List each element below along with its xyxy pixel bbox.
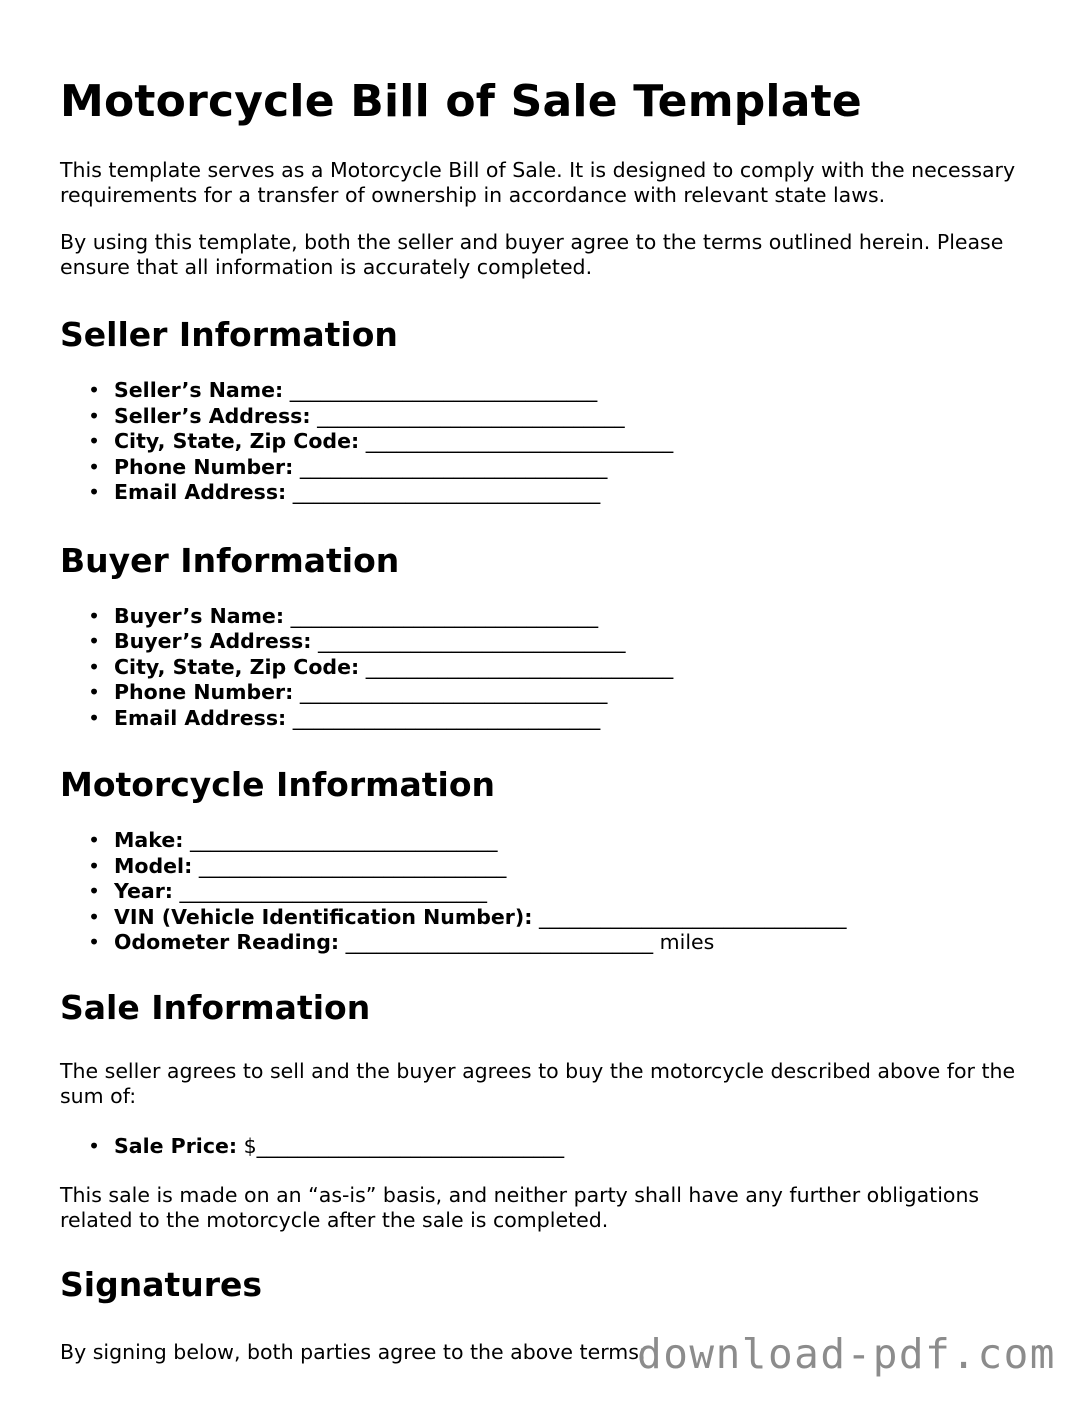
odometer-unit: miles bbox=[659, 930, 715, 954]
bullet: • bbox=[88, 879, 101, 903]
field-label: Buyer’s Address: bbox=[114, 629, 312, 653]
field-label: Make: bbox=[114, 828, 184, 852]
seller-name-field bbox=[88, 378, 1040, 404]
blank-line: ______________________________ bbox=[365, 654, 674, 679]
seller-phone-field bbox=[88, 455, 1040, 481]
bullet: • bbox=[88, 828, 101, 852]
bullet: • bbox=[88, 378, 101, 402]
model-field bbox=[88, 854, 1040, 880]
bullet: • bbox=[88, 480, 101, 504]
sale-price-field bbox=[88, 1134, 1040, 1160]
buyer-email-field bbox=[88, 706, 1040, 732]
sale-intro-paragraph: The seller agrees to sell and the buyer agrees to buy the motorcycle described above for the sum of: bbox=[60, 1058, 1016, 1108]
blank-line: ______________________________ bbox=[299, 454, 608, 479]
buyer-name-field bbox=[88, 604, 1040, 630]
odometer-field bbox=[88, 930, 1040, 956]
page-title: Motorcycle Bill of Sale Template bbox=[60, 76, 862, 127]
document-page bbox=[60, 0, 1040, 1365]
buyer-address-field bbox=[88, 629, 1040, 655]
field-label: Sale Price: bbox=[114, 1133, 238, 1158]
bullet: • bbox=[88, 1133, 101, 1158]
blank-line: ______________________________ bbox=[189, 828, 498, 852]
field-label: Seller’s Address: bbox=[114, 403, 311, 428]
blank-line: ______________________________ bbox=[198, 853, 507, 878]
field-label: Email Address: bbox=[114, 480, 287, 504]
field-label: Year: bbox=[114, 879, 174, 903]
blank-line: ______________________________ bbox=[256, 1133, 565, 1158]
blank-line: ______________________________ bbox=[290, 603, 599, 628]
bullet: • bbox=[88, 705, 101, 730]
intro-paragraph: By using this template, both the seller and buyer agree to the terms outlined herein. Please ensure that all information is accurately completed. bbox=[60, 230, 1004, 279]
bullet: • bbox=[88, 429, 101, 453]
bullet: • bbox=[88, 853, 101, 878]
currency-symbol: $ bbox=[243, 1133, 257, 1158]
bullet: • bbox=[88, 930, 101, 954]
blank-line: ______________________________ bbox=[292, 705, 601, 730]
buyer-heading: Buyer Information bbox=[60, 540, 400, 580]
seller-field-list bbox=[60, 378, 1040, 506]
field-label: Phone Number: bbox=[114, 680, 294, 704]
blank-line: ______________________________ bbox=[299, 680, 608, 704]
field-label: Email Address: bbox=[114, 705, 287, 730]
watermark-text: download-pdf.com bbox=[637, 1330, 1056, 1378]
vin-field bbox=[88, 905, 1040, 931]
bullet: • bbox=[88, 403, 101, 428]
make-field bbox=[88, 828, 1040, 854]
field-label: Seller’s Name: bbox=[114, 378, 284, 402]
signatures-intro-paragraph: By signing below, both parties agree to the above terms: bbox=[60, 1340, 646, 1364]
seller-city-field bbox=[88, 429, 1040, 455]
bullet: • bbox=[88, 629, 101, 653]
buyer-phone-field bbox=[88, 680, 1040, 706]
seller-email-field bbox=[88, 480, 1040, 506]
sale-heading: Sale Information bbox=[60, 987, 371, 1027]
blank-line: ______________________________ bbox=[365, 429, 674, 453]
seller-heading: Seller Information bbox=[60, 315, 398, 354]
field-label: Buyer’s Name: bbox=[114, 603, 285, 628]
blank-line: ______________________________ bbox=[179, 879, 488, 903]
year-field bbox=[88, 879, 1040, 905]
field-label: Model: bbox=[114, 853, 193, 878]
field-label: City, State, Zip Code: bbox=[114, 429, 360, 453]
blank-line: ______________________________ bbox=[289, 378, 598, 402]
blank-line: ______________________________ bbox=[345, 930, 654, 954]
bullet: • bbox=[88, 654, 101, 679]
blank-line: ______________________________ bbox=[317, 629, 626, 653]
buyer-city-field bbox=[88, 655, 1040, 681]
as-is-paragraph: This sale is made on an “as-is” basis, and neither party shall have any further obligations related to the motorcycle after the sale is completed. bbox=[60, 1183, 980, 1232]
sale-field-list bbox=[60, 1134, 1040, 1160]
blank-line: ______________________________ bbox=[292, 480, 601, 504]
motorcycle-heading: Motorcycle Information bbox=[60, 765, 496, 804]
bullet: • bbox=[88, 454, 101, 479]
field-label: Phone Number: bbox=[114, 454, 294, 479]
intro-paragraph: This template serves as a Motorcycle Bill of Sale. It is designed to comply with the necessary requirements for a transfer of ownership in accordance with relevant state laws. bbox=[60, 158, 1016, 207]
buyer-field-list bbox=[60, 604, 1040, 732]
field-label: VIN (Vehicle Identification Number): bbox=[114, 904, 533, 929]
field-label: City, State, Zip Code: bbox=[114, 654, 360, 679]
signatures-heading: Signatures bbox=[60, 1265, 263, 1304]
seller-address-field bbox=[88, 404, 1040, 430]
motorcycle-field-list bbox=[60, 828, 1040, 956]
bullet: • bbox=[88, 680, 101, 704]
bullet: • bbox=[88, 603, 101, 628]
field-label: Odometer Reading: bbox=[114, 930, 340, 954]
blank-line: ______________________________ bbox=[539, 904, 847, 929]
blank-line: ______________________________ bbox=[317, 403, 625, 428]
bullet: • bbox=[88, 904, 101, 929]
